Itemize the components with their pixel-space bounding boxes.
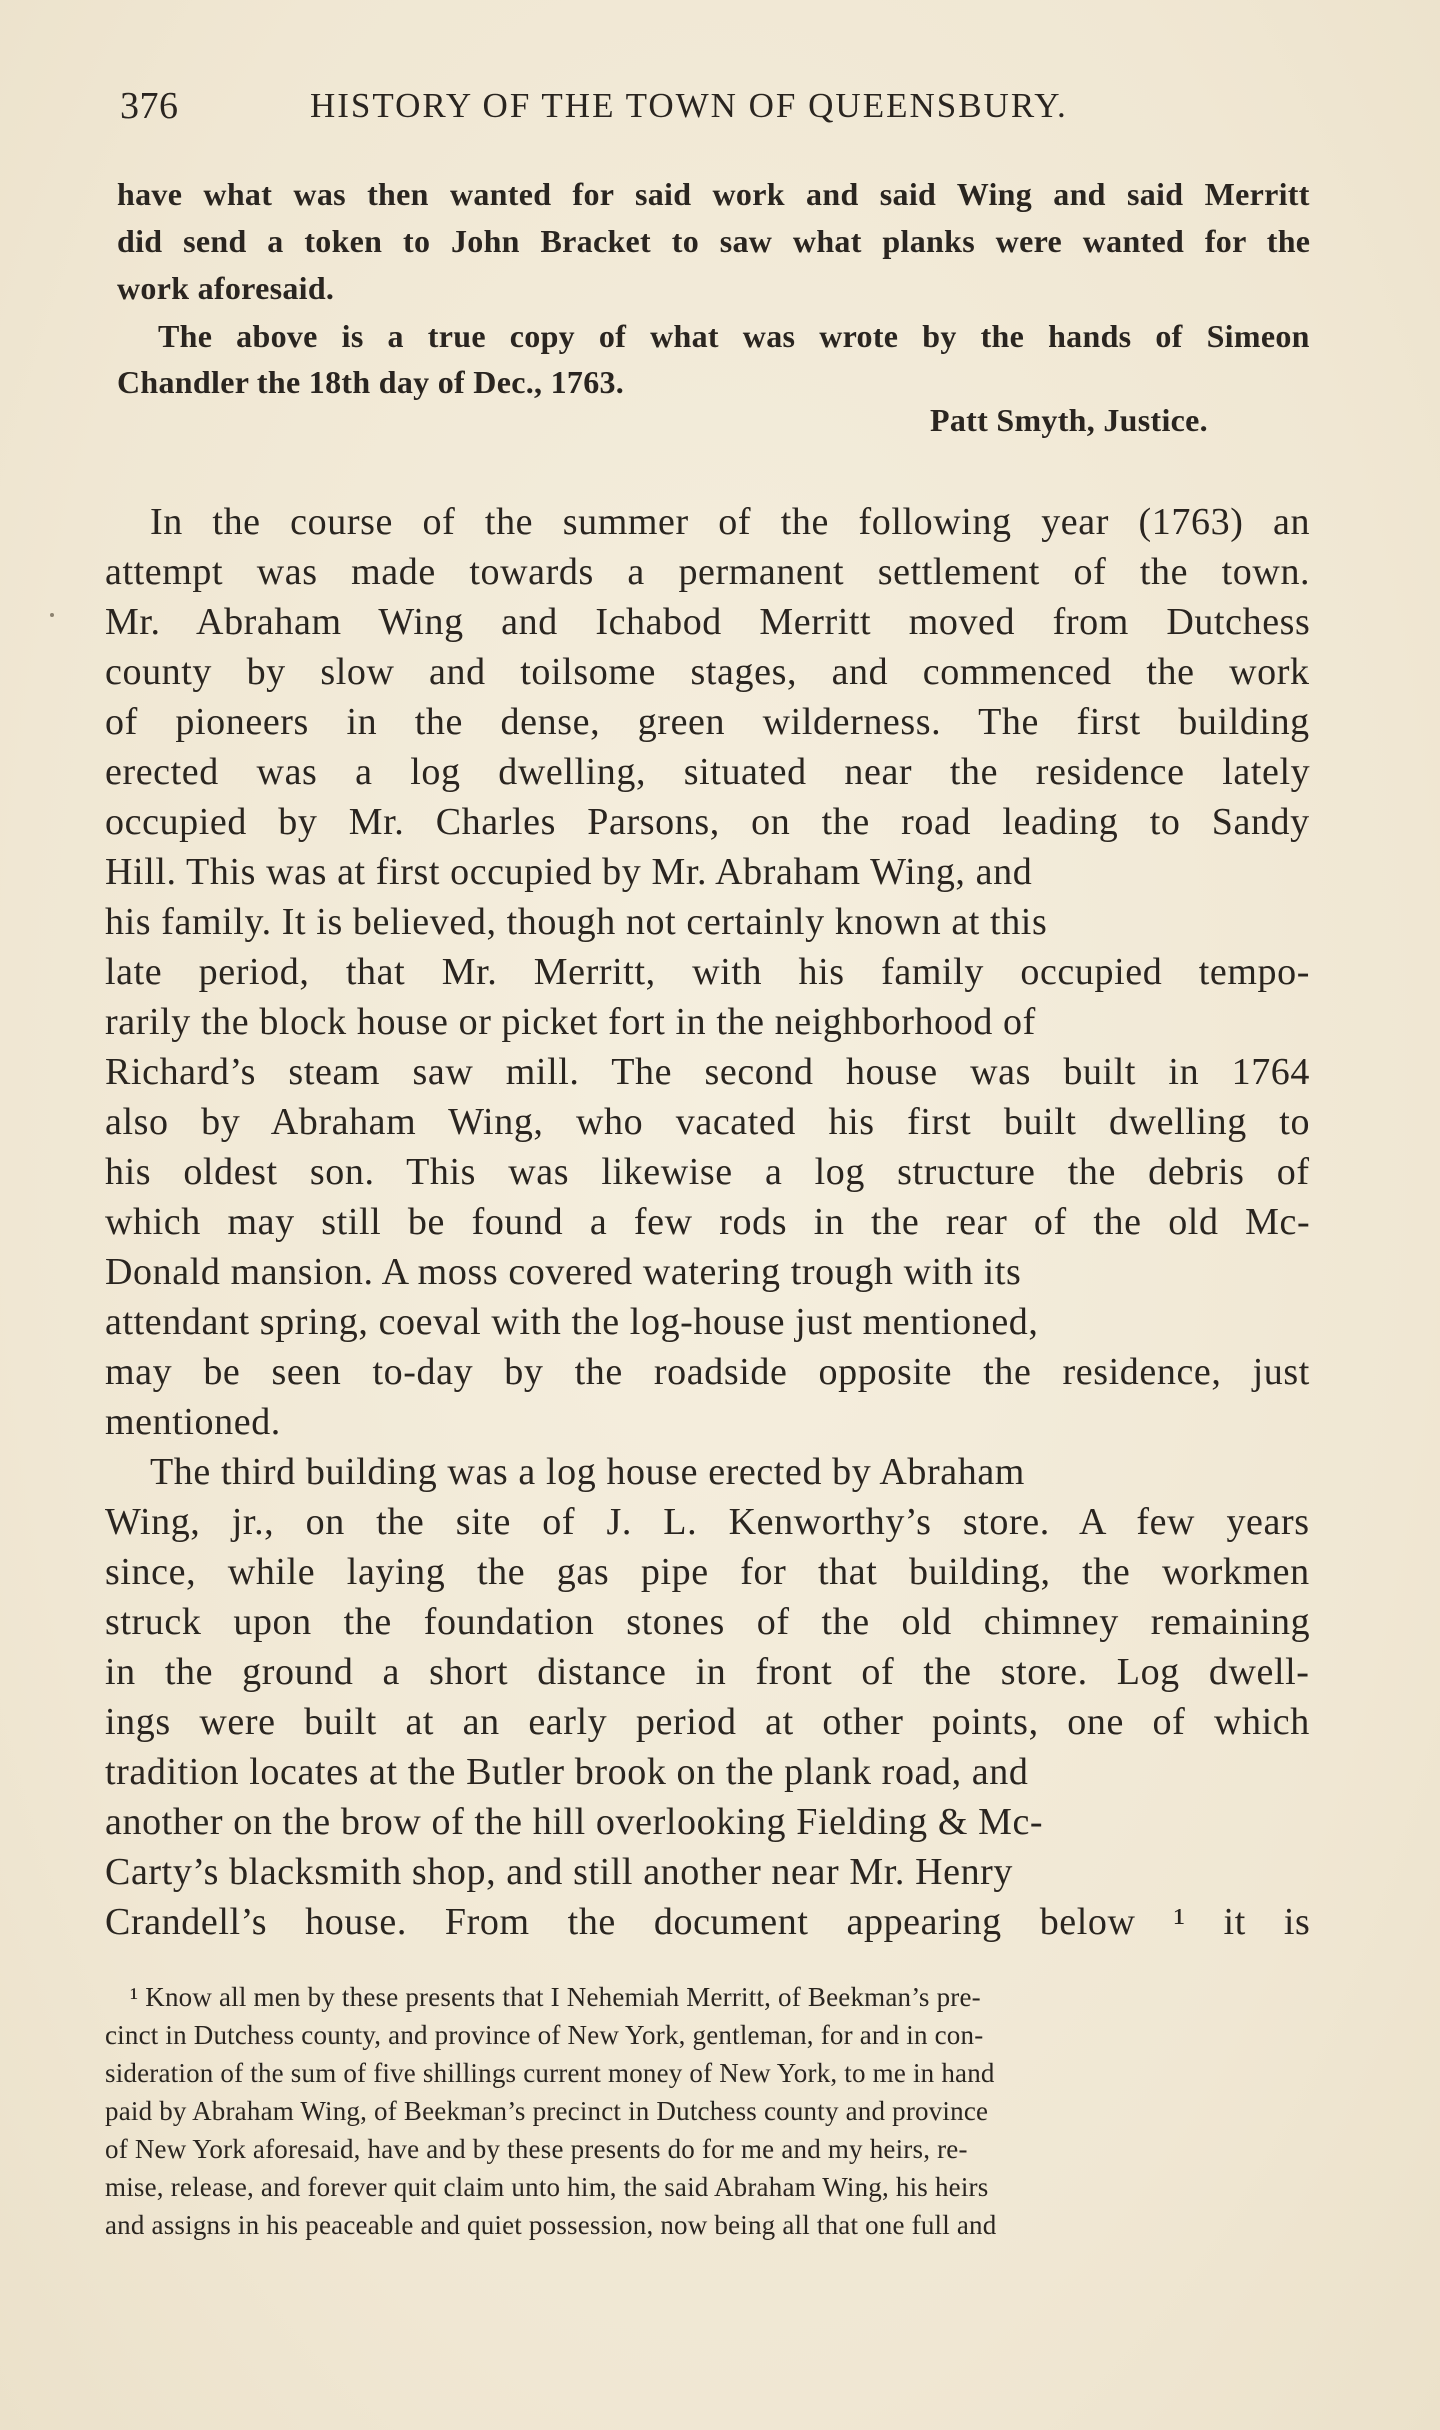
footnote-line: mise, release, and forever quit claim unto him, the said Abraham Wing, his heirs	[105, 2172, 989, 2202]
body-line: rarily the block house or picket fort in the neighborhood of	[105, 1001, 1036, 1043]
body-line: since, while laying the gas pipe for that building, the workmen	[105, 1551, 1310, 1593]
body-line: attempt was made towards a permanent settlement of the town.	[105, 551, 1311, 593]
body-line: erected was a log dwelling, situated near the residence lately	[105, 751, 1311, 793]
body-line: Wing, jr., on the site of J. L. Kenworthy’s store. A few years	[105, 1501, 1310, 1543]
paper-speck	[50, 613, 54, 617]
body-line: struck upon the foundation stones of the old chimney remaining	[105, 1601, 1311, 1643]
footnote-line: paid by Abraham Wing, of Beekman’s precinct in Dutchess county and province	[105, 2096, 989, 2126]
footnote-line: of New York aforesaid, have and by these presents do for me and my heirs, re-	[105, 2134, 968, 2164]
body-line: also by Abraham Wing, who vacated his first built dwelling to	[105, 1101, 1311, 1143]
body-line: Richard’s steam saw mill. The second house was built in 1764	[105, 1051, 1310, 1093]
body-line: In the course of the summer of the following year (1763) an	[150, 501, 1311, 543]
body-line: Donald mansion. A moss covered watering trough with its	[105, 1251, 1022, 1293]
page-number: 376	[120, 85, 179, 127]
body-line: mentioned.	[105, 1401, 281, 1443]
page-header	[120, 84, 1330, 140]
body-line: The third building was a log house erected by Abraham	[150, 1451, 1025, 1493]
footnote-line: cinct in Dutchess county, and province of New York, gentleman, for and in con-	[105, 2020, 984, 2050]
body-line: which may still be found a few rods in the rear of the old Mc-	[105, 1201, 1311, 1243]
body-line: county by slow and toilsome stages, and commenced the work	[105, 651, 1310, 693]
body-line: occupied by Mr. Charles Parsons, on the road leading to Sandy	[105, 801, 1310, 843]
body-line: of pioneers in the dense, green wilderness. The first building	[105, 701, 1310, 743]
document-line: The above is a true copy of what was wrote by the hands of Simeon	[158, 318, 1310, 354]
body-line: ings were built at an early period at other points, one of which	[105, 1701, 1310, 1743]
body-line: in the ground a short distance in front of the store. Log dwell-	[105, 1651, 1310, 1693]
body-line: may be seen to-day by the roadside opposite the residence, just	[105, 1351, 1310, 1393]
footnote-line: sideration of the sum of five shillings current money of New York, to me in hand	[105, 2058, 995, 2088]
document-line: have what was then wanted for said work and said Wing and said Merritt	[117, 176, 1310, 212]
justice-signature: Patt Smyth, Justice.	[930, 402, 1208, 438]
footnote-line: ¹ Know all men by these presents that I Nehemiah Merritt, of Beekman’s pre-	[130, 1982, 981, 2012]
body-line: tradition locates at the Butler brook on the plank road, and	[105, 1751, 1029, 1793]
document-line: Chandler the 18th day of Dec., 1763.	[117, 364, 625, 400]
document-line: did send a token to John Bracket to saw what planks were wanted for the	[117, 223, 1311, 259]
body-line: attendant spring, coeval with the log-house just mentioned,	[105, 1301, 1039, 1343]
document-line: work aforesaid.	[117, 270, 335, 306]
footnote-line: and assigns in his peaceable and quiet possession, now being all that one full and	[105, 2210, 997, 2240]
body-line: Carty’s blacksmith shop, and still another near Mr. Henry	[105, 1851, 1014, 1893]
body-line: his family. It is believed, though not certainly known at this	[105, 901, 1048, 943]
body-line: Crandell’s house. From the document appearing below ¹ it is	[105, 1901, 1311, 1943]
body-line: Hill. This was at first occupied by Mr. Abraham Wing, and	[105, 851, 1033, 893]
running-head: HISTORY OF THE TOWN OF QUEENSBURY.	[310, 86, 1068, 125]
body-line: his oldest son. This was likewise a log structure the debris of	[105, 1151, 1310, 1193]
body-line: late period, that Mr. Merritt, with his family occupied tempo-	[105, 951, 1310, 993]
body-line: Mr. Abraham Wing and Ichabod Merritt moved from Dutchess	[105, 601, 1311, 643]
body-line: another on the brow of the hill overlooking Fielding & Mc-	[105, 1801, 1044, 1843]
